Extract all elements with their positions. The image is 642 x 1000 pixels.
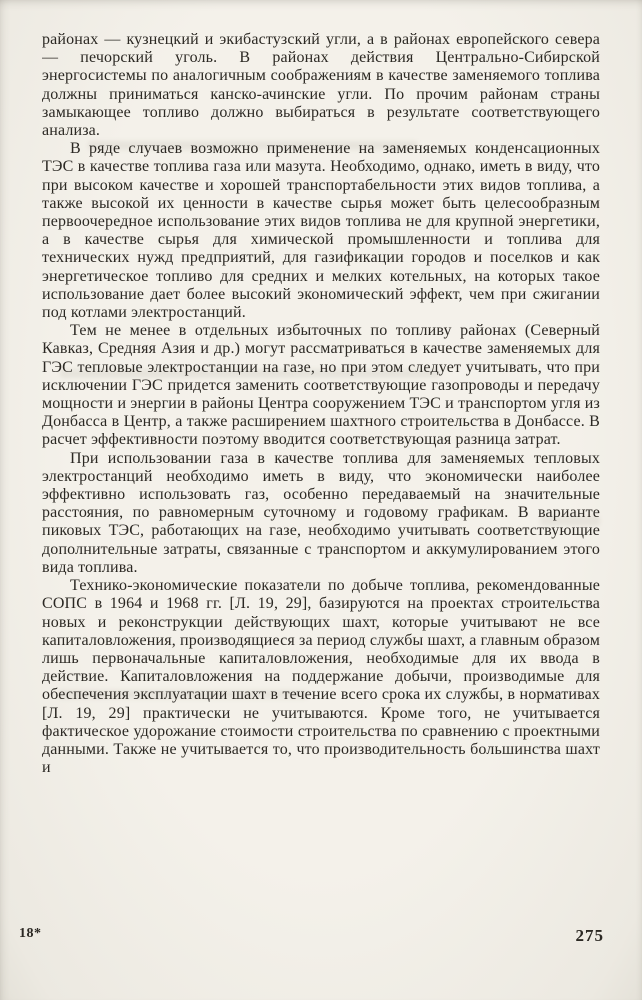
paragraph: Тем не менее в отдельных избыточных по топливу районах (Северный Кавказ, Средняя Азия и др.) могут рассматриваться в качестве заменяемых для ГЭС тепловые электростанции на газе, но при этом следует учитывать, что при исключении ГЭС придется заменить соответствующие газопроводы и передачу мощности и энергии в районы Центра сооружением ТЭС и транспортом угля из Донбасса в Центр, а также расширением шахтного строительства в Донбассе. В расчет эффективности поэтому вводится соответствующая разница затрат. bbox=[42, 322, 600, 449]
paragraph-continuation: районах — кузнецкий и экибастузский угли, а в районах европейского севера — печорский уголь. В районах действия Центрально-Сибирской энергосистемы по аналогичным соображениям в качестве заменяемого топлива должны приниматься канско-ачинские угли. По прочим районам страны замыкающее топливо должно выбираться в результате соответствующего анализа. bbox=[42, 31, 600, 140]
body-text bbox=[42, 31, 600, 777]
paragraph: При использовании газа в качестве топлива для заменяемых тепловых электростанций необходимо иметь в виду, что экономически наиболее эффективно использовать газ, особенно передаваемый на значительные расстояния, по равномерным суточному и годовому графикам. В варианте пиковых ТЭС, работающих на газе, необходимо учитывать соответствующие дополнительные затраты, связанные с транспортом и аккумулированием этого вида топлива. bbox=[42, 449, 600, 576]
page-number: 275 bbox=[575, 926, 604, 945]
paragraph: В ряде случаев возможно применение на заменяемых конденсационных ТЭС в качестве топлива газа или мазута. Необходимо, однако, иметь в виду, что при высоком качестве и хорошей транспортабельности этих видов топлива, а также высокой их ценности в качестве сырья может быть целесообразным первоочередное использование этих видов топлива не для крупной энергетики, а в качестве сырья для химической промышленности и топлива для технических нужд предприятий, для газификации городов и поселков и как энергетическое топливо для средних и мелких котельных, на которых такое использование дает более высокий экономический эффект, чем при сжигании под котлами электростанций. bbox=[42, 140, 600, 322]
paragraph: Технико-экономические показатели по добыче топлива, рекомендованные СОПС в 1964 и 1968 гг. [Л. 19, 29], базируются на проектах строительства новых и реконструкции действующих шахт, которые учитывают не все капиталовложения, производящиеся за период службы шахт, а главным образом лишь первоначальные капиталовложения, необходимые для их ввода в действие. Капиталовложения на поддержание добычи, производимые для обеспечения эксплуатации шахт в течение всего срока их службы, в нормативах [Л. 19, 29] практически не учитываются. Кроме того, не учитывается фактическое удорожание стоимости строительства по сравнению с проектными данными. Также не учитывается то, что производительность большинства шахт и bbox=[42, 577, 600, 777]
printers-signature-mark: 18* bbox=[19, 926, 42, 941]
